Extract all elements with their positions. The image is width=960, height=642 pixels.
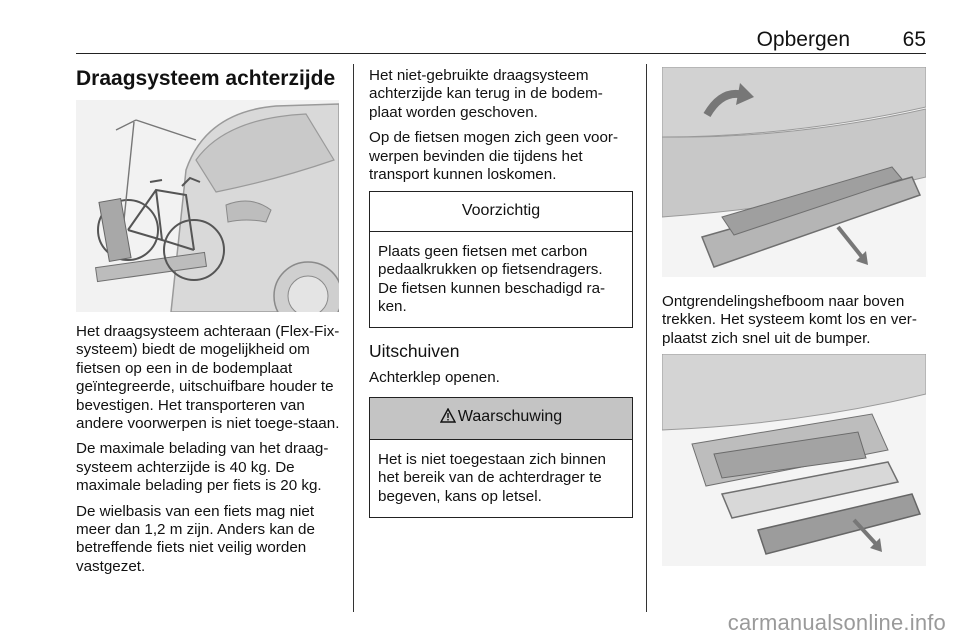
- paragraph: De maximale belading van het draag-systeem achterzijde is 40 kg. De maximale belading per fiets is 20 kg.: [76, 440, 329, 495]
- warning-text: Het is niet toegestaan zich binnen het bereik van de achterdrager te begeven, kans op letsel.: [378, 450, 606, 505]
- release-lever-illustration: [662, 67, 926, 277]
- caution-title: Voorzichtig: [370, 192, 632, 231]
- right-column-caption: [662, 293, 928, 355]
- warning-triangle-icon: [440, 408, 456, 428]
- instruction: Achterklep openen.: [369, 368, 500, 386]
- header-rule: [76, 53, 926, 54]
- warning-box: [369, 397, 633, 518]
- page-header: [76, 22, 926, 52]
- watermark: carmanualsonline.info: [727, 610, 946, 635]
- caution-text: Plaats geen fietsen met carbon pedaalkrukken op fietsendragers. De fietsen kunnen beschadigd ra-ken.: [378, 242, 606, 316]
- carrier-extended-illustration: [662, 354, 926, 566]
- header-section-title: Opbergen: [756, 28, 850, 51]
- paragraph: Het draagsysteem achteraan (Flex-Fix-systeem) biedt de mogelijkheid om fietsen op een in de bodemplaat geïntegreerde, uitschuifbare houder te bevestigen. Het transporteren van andere voorwerpen is niet toege-staan.: [76, 323, 340, 433]
- left-column-text: [76, 323, 340, 583]
- middle-column-text: [369, 67, 633, 530]
- paragraph: Het niet-gebruikte draagsysteem achterzijde kan terug in de bodem-plaat worden geschoven.: [369, 67, 603, 121]
- caption: Ontgrendelingshefboom naar boven trekken. Het systeem komt los en ver-plaatst zich snel uit de bumper.: [662, 293, 917, 347]
- page-number: 65: [902, 28, 926, 51]
- bike-carrier-illustration: [76, 100, 339, 312]
- subheading: Uitschuiven: [369, 341, 460, 362]
- paragraph: Op de fietsen mogen zich geen voor-werpen bevinden die tijdens het transport kunnen loskomen.: [369, 129, 619, 184]
- column-divider-left: [353, 64, 354, 612]
- warning-title: Waarschuwing: [457, 408, 563, 426]
- section-title: Draagsysteem achterzijde: [76, 67, 336, 90]
- paragraph: De wielbasis van een fiets mag niet meer dan 1,2 m zijn. Anders kan de betreffende fiets niet veilig worden vastgezet.: [76, 502, 315, 575]
- column-divider-right: [646, 64, 647, 612]
- warning-header: [370, 398, 632, 439]
- caution-box: [369, 191, 633, 328]
